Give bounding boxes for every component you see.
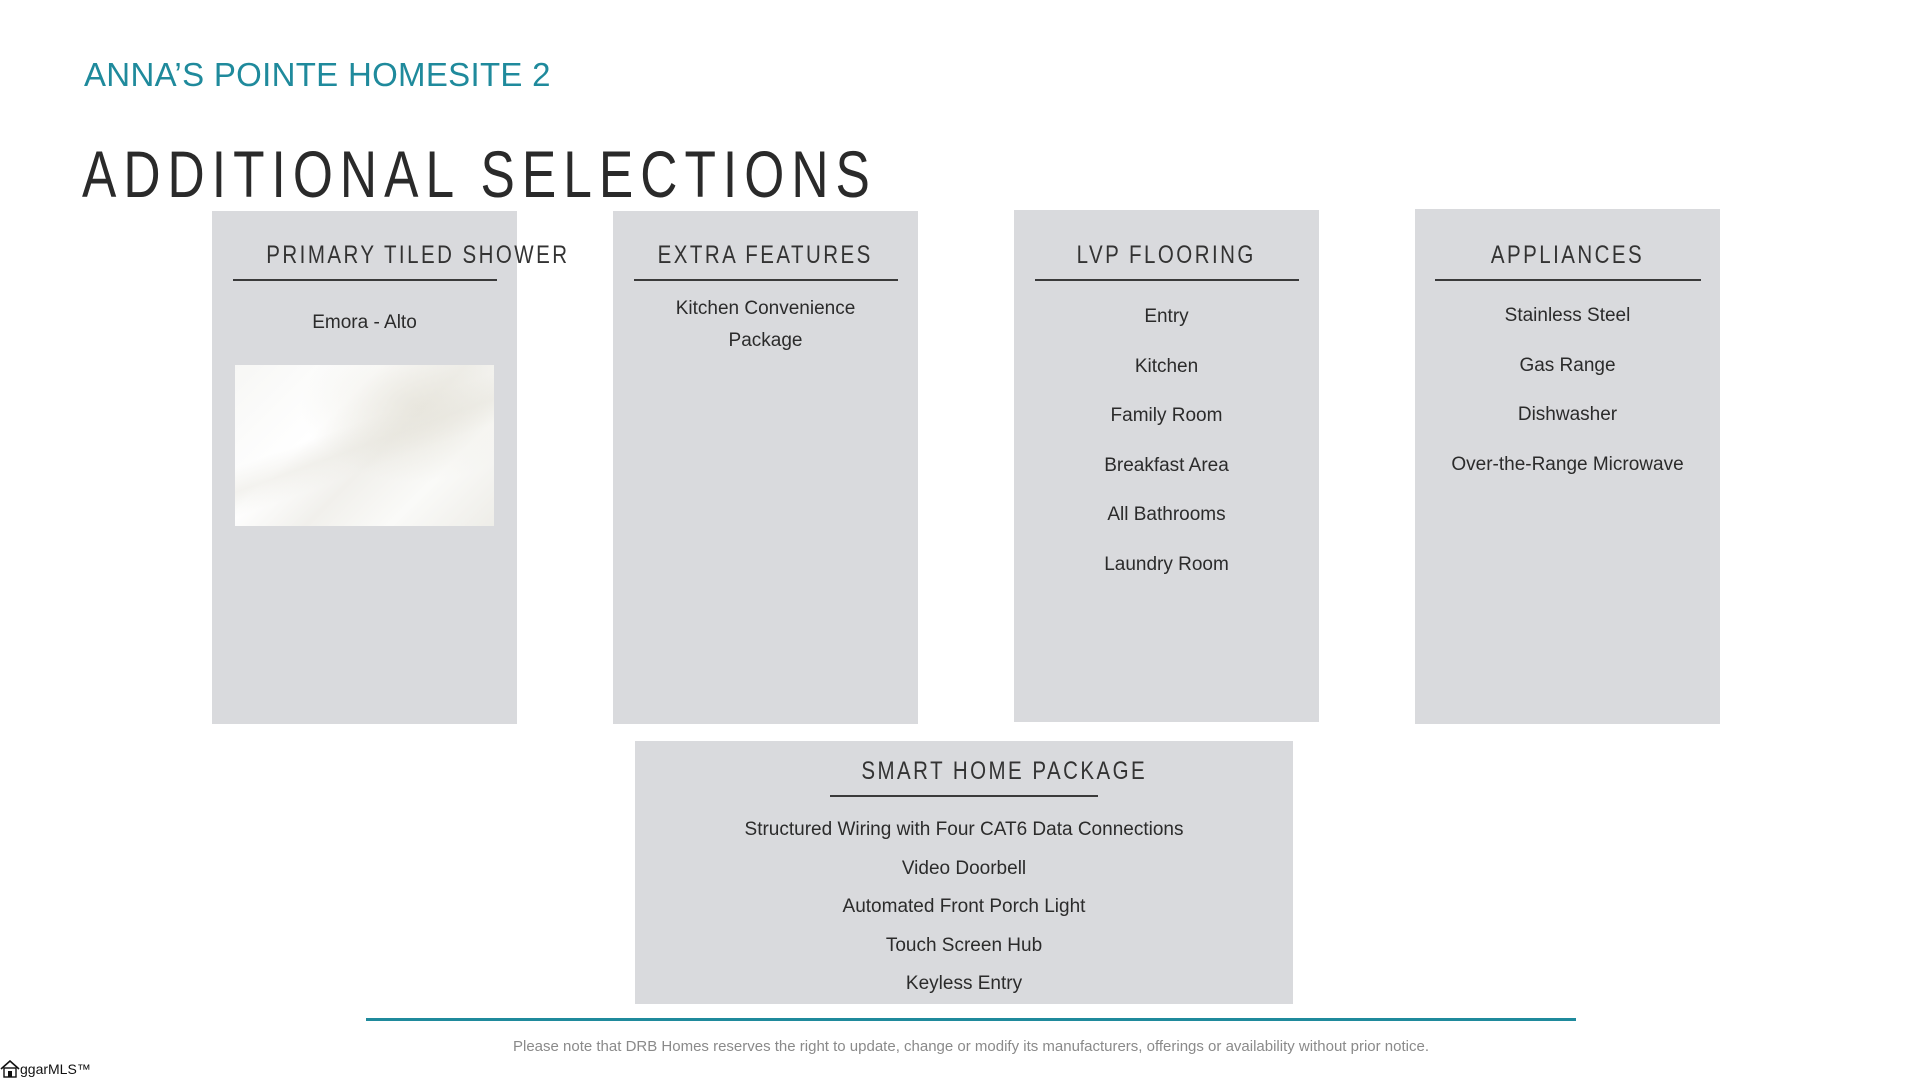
- panel-heading-text: PRIMARY TILED SHOWER: [265, 241, 570, 269]
- list-item: Over-the-Range Microwave: [1451, 453, 1684, 475]
- footer-disclaimer: Please note that DRB Homes reserves the right to update, change or modify its manufacturers, offerings or availability without prior notice.: [512, 1038, 1429, 1055]
- panel-heading: [634, 241, 898, 281]
- list-item: Entry: [1144, 306, 1189, 327]
- list-item: Kitchen Convenience: [675, 298, 856, 319]
- panel-item-list: [1014, 292, 1319, 589]
- list-item: All Bathrooms: [1107, 504, 1226, 525]
- mls-badge: [0, 1060, 91, 1078]
- panel-heading-text: EXTRA FEATURES: [657, 241, 874, 269]
- list-item: Family Room: [1110, 405, 1223, 426]
- panel-heading: [1435, 241, 1701, 281]
- list-item: Laundry Room: [1104, 553, 1229, 575]
- list-item: Emora - Alto: [312, 312, 417, 333]
- list-item: Video Doorbell: [901, 857, 1027, 879]
- tile-swatch-image: [235, 365, 494, 526]
- list-item: Touch Screen Hub: [885, 934, 1043, 956]
- page-subtitle: ANNA’S POINTE HOMESITE 2: [84, 56, 551, 93]
- list-item: Structured Wiring with Four CAT6 Data Connections: [744, 819, 1184, 840]
- panel-heading: [830, 757, 1148, 797]
- list-item: Keyless Entry: [905, 973, 1023, 994]
- panel-heading: [233, 241, 570, 281]
- list-item: Gas Range: [1519, 354, 1616, 376]
- panel-appliances: [1415, 209, 1720, 724]
- panel-heading-text: APPLIANCES: [1490, 241, 1645, 269]
- list-item: Package: [728, 330, 803, 351]
- list-item: Dishwasher: [1517, 404, 1618, 425]
- list-item: Kitchen: [1134, 355, 1199, 377]
- panel-item-list: [613, 293, 918, 357]
- mls-badge-text: ggarMLS™: [20, 1061, 91, 1077]
- list-item: Stainless Steel: [1504, 305, 1631, 326]
- panel-heading: [1035, 241, 1299, 281]
- footer-divider: [366, 1018, 1576, 1021]
- list-item: Breakfast Area: [1104, 454, 1229, 476]
- panel-item-list: [212, 311, 517, 335]
- panel-heading-text: LVP FLOORING: [1076, 241, 1257, 269]
- panel-extra-features: [613, 211, 918, 724]
- panel-primary-tiled-shower: [212, 211, 570, 724]
- house-icon: [0, 1060, 20, 1078]
- panel-item-list: [1415, 291, 1720, 489]
- page-title: ADDITIONAL SELECTIONS: [82, 137, 877, 212]
- panel-item-list: [635, 811, 1293, 1004]
- panel-smart-home-package: [635, 741, 1293, 1004]
- panel-lvp-flooring: [1014, 210, 1319, 722]
- list-item: Automated Front Porch Light: [842, 896, 1086, 917]
- panel-heading-text: SMART HOME PACKAGE: [861, 757, 1148, 785]
